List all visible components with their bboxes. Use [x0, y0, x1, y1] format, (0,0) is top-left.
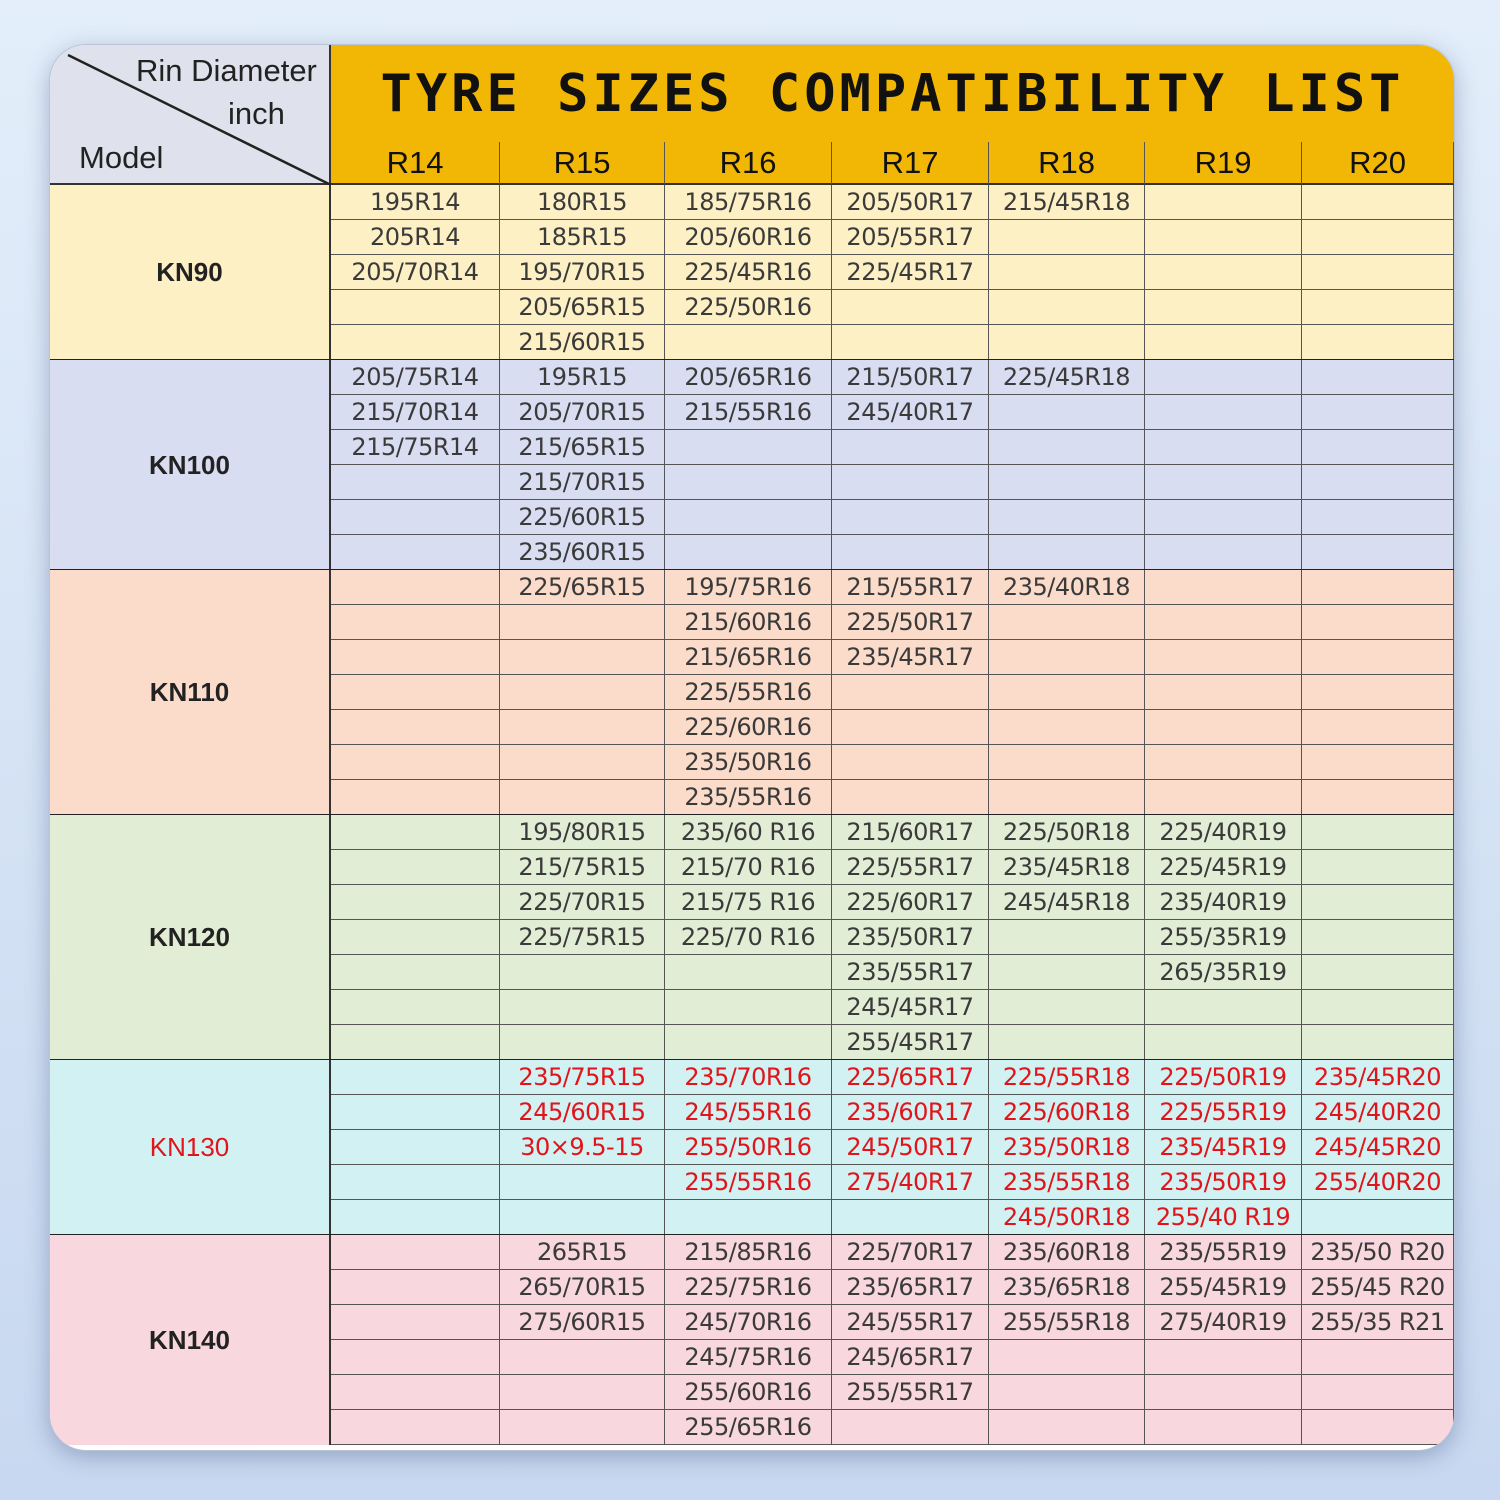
tyre-size-cell	[1145, 605, 1302, 640]
tyre-size-cell: 30×9.5-15	[500, 1130, 665, 1165]
tyre-size-cell: 225/50R19	[1145, 1060, 1302, 1095]
model-block-kn90	[50, 185, 1454, 360]
tyre-size-cell: 225/45R17	[832, 255, 989, 290]
tyre-size-cell	[331, 885, 500, 920]
tyre-size-cell	[1302, 885, 1454, 920]
tyre-size-cell: 205R14	[331, 220, 500, 255]
tyre-size-cell	[1302, 220, 1454, 255]
tyre-size-cell	[331, 640, 500, 675]
tyre-size-cell	[1302, 990, 1454, 1025]
tyre-size-cell: 225/60R17	[832, 885, 989, 920]
tyre-size-cell: 215/70R14	[331, 395, 500, 430]
tyre-size-cell	[989, 1375, 1145, 1410]
tyre-size-cell: 225/55R18	[989, 1060, 1145, 1095]
tyre-size-cell: 215/65R16	[665, 640, 832, 675]
tyre-size-cell: 225/60R15	[500, 500, 665, 535]
rim-diameter-unit-label: inch	[228, 96, 285, 131]
tyre-size-cell: 255/45 R20	[1302, 1270, 1454, 1305]
tyre-size-cell: 245/40R17	[832, 395, 989, 430]
tyre-size-cell: 225/50R16	[665, 290, 832, 325]
tyre-size-cell	[989, 395, 1145, 430]
tyre-size-cell: 225/45R16	[665, 255, 832, 290]
tyre-size-cell	[1145, 360, 1302, 395]
tyre-size-cell	[665, 325, 832, 360]
tyre-size-cell	[832, 500, 989, 535]
tyre-size-cell	[1145, 990, 1302, 1025]
tyre-size-cell: 255/35 R21	[1302, 1305, 1454, 1340]
tyre-size-cell	[331, 780, 500, 815]
tyre-size-cell	[665, 1025, 832, 1060]
tyre-size-cell: 195/80R15	[500, 815, 665, 850]
tyre-size-cell: 245/55R17	[832, 1305, 989, 1340]
tyre-size-cell	[989, 465, 1145, 500]
tyre-size-cell: 235/50R18	[989, 1130, 1145, 1165]
tyre-size-cell: 235/55R19	[1145, 1235, 1302, 1270]
tyre-size-cell: 255/40R20	[1302, 1165, 1454, 1200]
tyre-size-cell	[832, 535, 989, 570]
tyre-size-cell	[1145, 500, 1302, 535]
tyre-size-cell: 255/60R16	[665, 1375, 832, 1410]
tyre-size-cell	[1302, 920, 1454, 955]
tyre-size-cell: 235/45R19	[1145, 1130, 1302, 1165]
tyre-size-cell: 225/50R18	[989, 815, 1145, 850]
tyre-size-cell	[331, 1340, 500, 1375]
model-name-cell: KN100	[50, 360, 331, 570]
tyre-size-cell	[989, 710, 1145, 745]
tyre-size-cell	[989, 430, 1145, 465]
tyre-size-cell	[832, 1200, 989, 1235]
tyre-size-cell	[665, 955, 832, 990]
tyre-size-cell	[331, 1060, 500, 1095]
tyre-size-cell	[989, 500, 1145, 535]
tyre-size-cell: 215/70R15	[500, 465, 665, 500]
tyre-size-cell: 235/50 R20	[1302, 1235, 1454, 1270]
tyre-size-cell	[989, 955, 1145, 990]
tyre-size-cell: 265/35R19	[1145, 955, 1302, 990]
tyre-size-cell	[1145, 220, 1302, 255]
tyre-size-cell	[989, 1410, 1145, 1445]
tyre-size-cell	[1302, 1200, 1454, 1235]
tyre-size-cell	[989, 920, 1145, 955]
chart-title: TYRE SIZES COMPATIBILITY LIST	[331, 45, 1454, 143]
tyre-size-cell: 215/60R17	[832, 815, 989, 850]
tyre-size-cell	[500, 1375, 665, 1410]
rim-diameter-label: Rin Diameter	[136, 53, 317, 88]
tyre-size-cell: 245/65R17	[832, 1340, 989, 1375]
tyre-size-cell	[989, 640, 1145, 675]
tyre-size-cell	[665, 1200, 832, 1235]
tyre-size-cell	[1302, 815, 1454, 850]
tyre-size-cell: 215/50R17	[832, 360, 989, 395]
tyre-size-cell: 245/50R17	[832, 1130, 989, 1165]
tyre-size-cell: 255/55R18	[989, 1305, 1145, 1340]
tyre-size-cell: 245/70R16	[665, 1305, 832, 1340]
tyre-size-cell	[832, 675, 989, 710]
tyre-size-cell: 255/65R16	[665, 1410, 832, 1445]
column-header-r18: R18	[989, 142, 1145, 185]
tyre-size-cell	[1302, 1025, 1454, 1060]
tyre-size-cell	[1302, 360, 1454, 395]
tyre-size-cell: 275/40R17	[832, 1165, 989, 1200]
tyre-size-cell: 235/55R18	[989, 1165, 1145, 1200]
column-header-r17: R17	[832, 142, 989, 185]
tyre-size-cell: 215/75R15	[500, 850, 665, 885]
tyre-size-cell	[1145, 290, 1302, 325]
tyre-size-cell	[500, 1200, 665, 1235]
tyre-size-cell	[1145, 780, 1302, 815]
tyre-size-cell: 215/75 R16	[665, 885, 832, 920]
tyre-size-cell: 225/65R15	[500, 570, 665, 605]
model-block-kn130	[50, 1060, 1454, 1235]
model-name-cell: KN90	[50, 185, 331, 360]
tyre-size-cell: 275/60R15	[500, 1305, 665, 1340]
column-header-r19: R19	[1145, 142, 1302, 185]
tyre-size-cell: 265R15	[500, 1235, 665, 1270]
tyre-size-cell	[1302, 325, 1454, 360]
model-block-kn110	[50, 570, 1454, 815]
tyre-size-cell: 195/70R15	[500, 255, 665, 290]
tyre-size-cell	[331, 850, 500, 885]
tyre-size-cell	[665, 535, 832, 570]
tyre-size-cell: 235/75R15	[500, 1060, 665, 1095]
tyre-size-cell	[331, 920, 500, 955]
tyre-size-cell	[1302, 255, 1454, 290]
tyre-size-cell: 225/75R15	[500, 920, 665, 955]
tyre-size-cell	[331, 815, 500, 850]
tyre-size-cell	[989, 325, 1145, 360]
tyre-size-cell: 255/55R16	[665, 1165, 832, 1200]
column-header-r14: R14	[331, 142, 500, 185]
tyre-size-cell: 215/55R17	[832, 570, 989, 605]
tyre-size-cell: 225/70R15	[500, 885, 665, 920]
tyre-size-cell: 245/45R17	[832, 990, 989, 1025]
tyre-size-cell: 195R14	[331, 185, 500, 220]
tyre-size-cell: 235/40R19	[1145, 885, 1302, 920]
tyre-size-cell	[1145, 745, 1302, 780]
tyre-size-cell: 255/35R19	[1145, 920, 1302, 955]
model-name-cell: KN120	[50, 815, 331, 1060]
tyre-size-cell: 235/70R16	[665, 1060, 832, 1095]
tyre-size-cell: 245/50R18	[989, 1200, 1145, 1235]
tyre-size-cell	[1302, 430, 1454, 465]
tyre-size-cell	[500, 780, 665, 815]
tyre-size-cell: 215/60R16	[665, 605, 832, 640]
tyre-size-cell	[665, 990, 832, 1025]
tyre-size-cell: 225/65R17	[832, 1060, 989, 1095]
tyre-size-cell	[1302, 640, 1454, 675]
tyre-size-cell: 215/55R16	[665, 395, 832, 430]
tyre-size-cell: 205/50R17	[832, 185, 989, 220]
tyre-size-cell: 225/75R16	[665, 1270, 832, 1305]
tyre-size-cell: 215/45R18	[989, 185, 1145, 220]
tyre-size-cell	[500, 1340, 665, 1375]
tyre-size-cell	[989, 255, 1145, 290]
tyre-size-cell	[331, 955, 500, 990]
tyre-size-cell: 235/45R18	[989, 850, 1145, 885]
tyre-size-cell: 225/55R17	[832, 850, 989, 885]
tyre-size-cell: 235/45R20	[1302, 1060, 1454, 1095]
column-header-r16: R16	[665, 142, 832, 185]
tyre-size-cell	[1302, 605, 1454, 640]
tyre-size-cell	[500, 710, 665, 745]
tyre-size-cell	[500, 955, 665, 990]
tyre-size-cell	[1145, 1410, 1302, 1445]
tyre-size-cell	[989, 780, 1145, 815]
tyre-size-cell: 245/75R16	[665, 1340, 832, 1375]
tyre-size-cell	[331, 465, 500, 500]
tyre-size-cell	[989, 675, 1145, 710]
tyre-size-cell	[1145, 1340, 1302, 1375]
tyre-size-cell	[331, 1270, 500, 1305]
tyre-size-cell	[832, 710, 989, 745]
tyre-size-cell: 205/70R14	[331, 255, 500, 290]
tyre-size-cell	[832, 430, 989, 465]
tyre-size-cell: 225/70 R16	[665, 920, 832, 955]
tyre-size-cell: 245/45R18	[989, 885, 1145, 920]
tyre-size-cell	[1302, 710, 1454, 745]
tyre-size-cell	[989, 220, 1145, 255]
tyre-size-cell	[331, 290, 500, 325]
compatibility-chart	[50, 45, 1454, 1450]
tyre-size-cell	[331, 1200, 500, 1235]
tyre-size-cell: 225/55R19	[1145, 1095, 1302, 1130]
tyre-size-cell	[832, 745, 989, 780]
tyre-size-cell	[500, 1165, 665, 1200]
tyre-size-cell: 235/50R19	[1145, 1165, 1302, 1200]
tyre-size-cell: 245/60R15	[500, 1095, 665, 1130]
tyre-size-cell	[1145, 430, 1302, 465]
tyre-size-cell	[1302, 570, 1454, 605]
tyre-size-cell: 235/55R16	[665, 780, 832, 815]
tyre-size-cell: 205/65R16	[665, 360, 832, 395]
tyre-size-cell	[1302, 1410, 1454, 1445]
tyre-size-cell	[1302, 955, 1454, 990]
tyre-size-cell: 225/70R17	[832, 1235, 989, 1270]
model-name-cell: KN110	[50, 570, 331, 815]
tyre-size-cell: 205/70R15	[500, 395, 665, 430]
tyre-size-cell: 205/60R16	[665, 220, 832, 255]
tyre-size-cell	[1145, 570, 1302, 605]
tyre-size-cell	[1302, 780, 1454, 815]
tyre-size-cell	[331, 535, 500, 570]
tyre-size-cell	[989, 1025, 1145, 1060]
tyre-size-cell	[989, 1340, 1145, 1375]
model-block-kn120	[50, 815, 1454, 1060]
tyre-size-cell: 235/50R17	[832, 920, 989, 955]
tyre-size-cell	[331, 1235, 500, 1270]
tyre-size-cell	[331, 675, 500, 710]
tyre-size-cell: 255/40 R19	[1145, 1200, 1302, 1235]
tyre-size-cell	[1302, 465, 1454, 500]
tyre-size-cell	[1302, 535, 1454, 570]
tyre-size-cell	[1302, 1375, 1454, 1410]
tyre-size-cell	[832, 465, 989, 500]
tyre-size-cell: 215/70 R16	[665, 850, 832, 885]
tyre-size-cell	[500, 605, 665, 640]
tyre-size-cell: 215/60R15	[500, 325, 665, 360]
model-block-kn100	[50, 360, 1454, 570]
tyre-size-cell	[500, 640, 665, 675]
tyre-size-cell: 235/50R16	[665, 745, 832, 780]
tyre-size-cell: 275/40R19	[1145, 1305, 1302, 1340]
tyre-size-cell	[665, 465, 832, 500]
tyre-size-cell	[331, 710, 500, 745]
tyre-size-cell	[832, 1410, 989, 1445]
tyre-size-cell	[1145, 395, 1302, 430]
tyre-size-cell: 235/40R18	[989, 570, 1145, 605]
tyre-size-cell: 245/45R20	[1302, 1130, 1454, 1165]
tyre-size-cell	[1145, 675, 1302, 710]
tyre-size-cell: 180R15	[500, 185, 665, 220]
tyre-size-cell	[1145, 255, 1302, 290]
tyre-size-cell: 265/70R15	[500, 1270, 665, 1305]
tyre-size-cell: 225/60R18	[989, 1095, 1145, 1130]
tyre-size-cell	[989, 290, 1145, 325]
tyre-size-cell	[1145, 640, 1302, 675]
tyre-size-cell	[1145, 1375, 1302, 1410]
tyre-size-cell: 235/60R17	[832, 1095, 989, 1130]
model-label: Model	[79, 140, 164, 175]
tyre-size-cell: 255/45R17	[832, 1025, 989, 1060]
tyre-size-cell: 255/50R16	[665, 1130, 832, 1165]
tyre-size-cell: 225/60R16	[665, 710, 832, 745]
tyre-size-cell	[832, 325, 989, 360]
tyre-size-cell	[331, 990, 500, 1025]
tyre-size-cell	[331, 570, 500, 605]
tyre-size-cell	[1302, 290, 1454, 325]
tyre-size-cell	[1145, 185, 1302, 220]
tyre-size-cell	[500, 1025, 665, 1060]
tyre-size-cell	[331, 1410, 500, 1445]
tyre-size-cell	[500, 745, 665, 780]
tyre-size-cell: 205/75R14	[331, 360, 500, 395]
tyre-size-cell: 225/45R19	[1145, 850, 1302, 885]
tyre-size-cell: 185R15	[500, 220, 665, 255]
tyre-size-cell: 225/55R16	[665, 675, 832, 710]
tyre-size-cell: 235/60R18	[989, 1235, 1145, 1270]
tyre-size-cell	[331, 325, 500, 360]
tyre-size-cell: 235/60 R16	[665, 815, 832, 850]
tyre-size-cell: 235/45R17	[832, 640, 989, 675]
corner-header-cell	[50, 45, 331, 185]
tyre-size-cell	[989, 605, 1145, 640]
tyre-size-cell: 185/75R16	[665, 185, 832, 220]
tyre-size-cell: 215/85R16	[665, 1235, 832, 1270]
tyre-size-cell: 255/45R19	[1145, 1270, 1302, 1305]
column-header-r15: R15	[500, 142, 665, 185]
tyre-size-cell: 235/65R17	[832, 1270, 989, 1305]
tyre-size-cell	[500, 990, 665, 1025]
tyre-size-cell	[331, 500, 500, 535]
tyre-size-cell	[1145, 325, 1302, 360]
tyre-size-cell	[331, 1025, 500, 1060]
tyre-size-cell: 225/50R17	[832, 605, 989, 640]
tyre-size-cell	[665, 500, 832, 535]
tyre-size-cell: 235/60R15	[500, 535, 665, 570]
tyre-size-cell: 235/55R17	[832, 955, 989, 990]
tyre-size-cell	[331, 1375, 500, 1410]
tyre-size-cell: 225/45R18	[989, 360, 1145, 395]
tyre-size-cell: 205/55R17	[832, 220, 989, 255]
tyre-size-cell	[832, 780, 989, 815]
model-block-kn140	[50, 1235, 1454, 1445]
tyre-size-cell	[1302, 1340, 1454, 1375]
model-name-cell: KN130	[50, 1060, 331, 1235]
tyre-size-cell: 235/65R18	[989, 1270, 1145, 1305]
tyre-size-cell	[500, 1410, 665, 1445]
tyre-size-cell	[665, 430, 832, 465]
tyre-size-cell	[989, 990, 1145, 1025]
tyre-size-cell	[331, 1130, 500, 1165]
tyre-size-cell	[1145, 535, 1302, 570]
tyre-size-cell	[331, 745, 500, 780]
tyre-size-cell: 255/55R17	[832, 1375, 989, 1410]
tyre-size-cell	[1145, 710, 1302, 745]
tyre-size-cell	[1302, 185, 1454, 220]
tyre-size-cell	[500, 675, 665, 710]
tyre-size-cell: 205/65R15	[500, 290, 665, 325]
tyre-size-cell	[331, 1165, 500, 1200]
tyre-size-cell: 215/65R15	[500, 430, 665, 465]
tyre-size-cell	[331, 605, 500, 640]
tyre-size-cell	[331, 1095, 500, 1130]
tyre-size-cell	[989, 535, 1145, 570]
tyre-size-cell	[1302, 395, 1454, 430]
model-name-cell: KN140	[50, 1235, 331, 1445]
tyre-size-cell: 195R15	[500, 360, 665, 395]
tyre-size-cell: 225/40R19	[1145, 815, 1302, 850]
tyre-size-cell	[1302, 675, 1454, 710]
tyre-size-cell	[1302, 850, 1454, 885]
tyre-size-cell: 215/75R14	[331, 430, 500, 465]
tyre-size-cell: 245/40R20	[1302, 1095, 1454, 1130]
tyre-size-cell: 195/75R16	[665, 570, 832, 605]
tyre-size-cell	[1145, 465, 1302, 500]
tyre-size-cell	[331, 1305, 500, 1340]
tyre-size-cell	[989, 745, 1145, 780]
tyre-size-cell	[1302, 745, 1454, 780]
tyre-size-cell	[832, 290, 989, 325]
tyre-size-cell	[1302, 500, 1454, 535]
tyre-size-cell	[1145, 1025, 1302, 1060]
column-header-r20: R20	[1302, 142, 1454, 185]
tyre-size-cell: 245/55R16	[665, 1095, 832, 1130]
